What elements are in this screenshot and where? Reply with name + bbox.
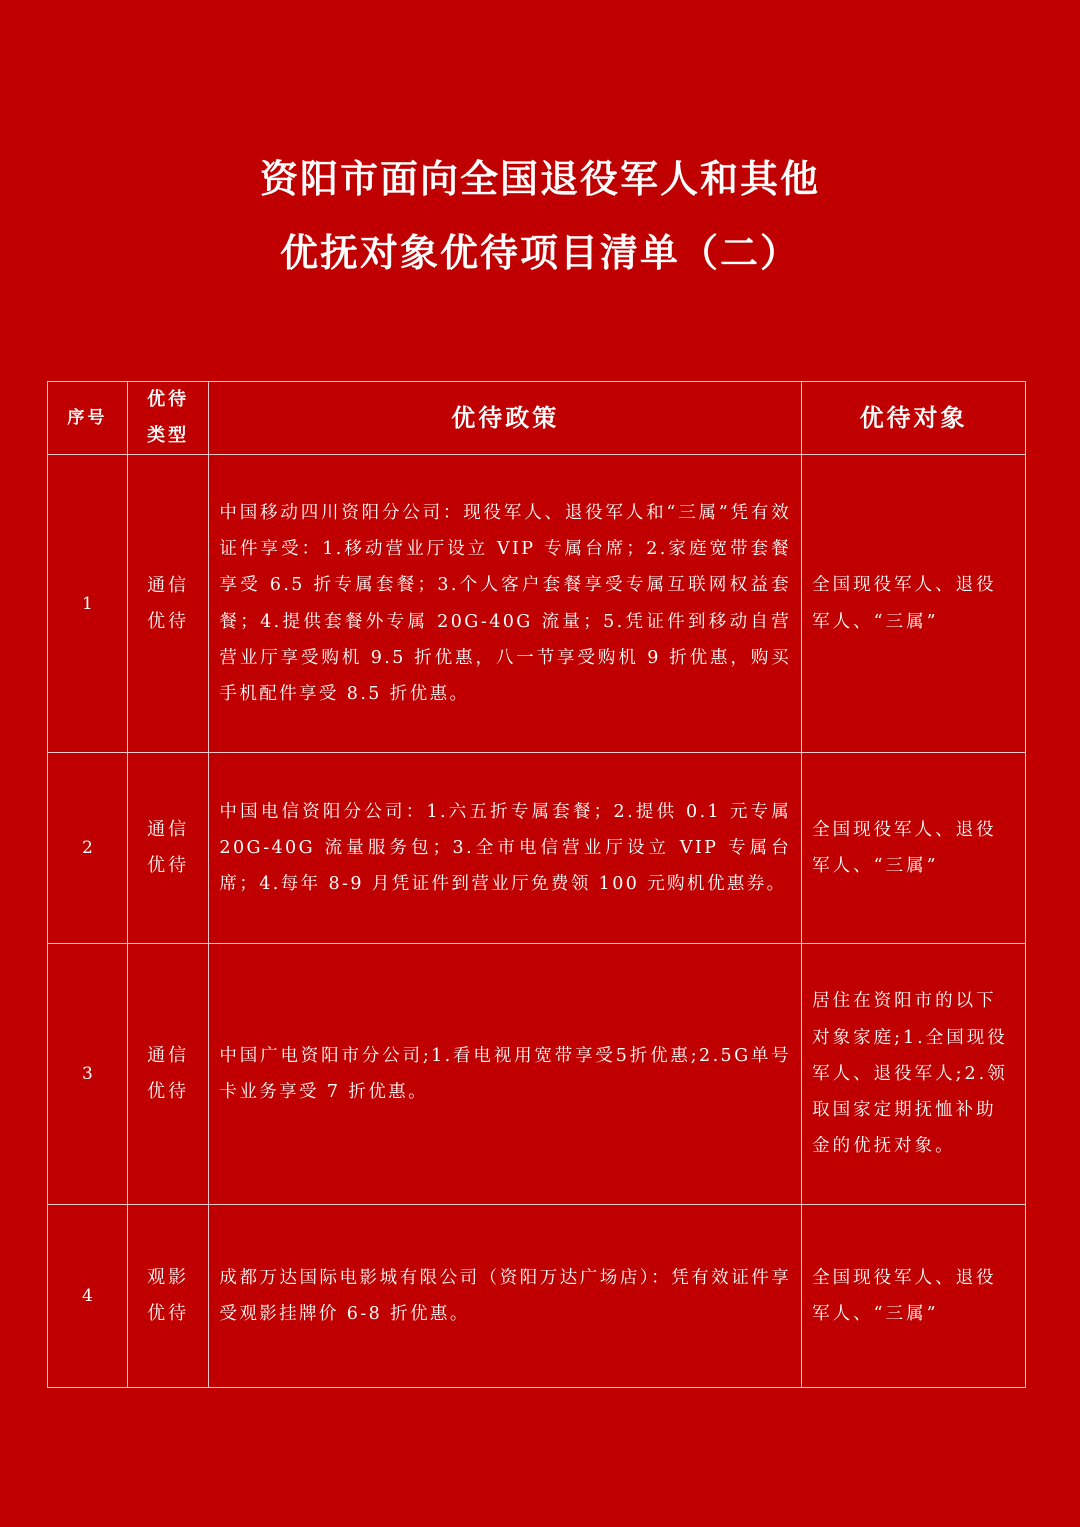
header-policy: 优待政策 xyxy=(209,382,802,455)
row-index: 4 xyxy=(48,1205,128,1388)
row-type-line-1: 通信 xyxy=(147,1045,190,1066)
table-row xyxy=(48,1205,1026,1388)
row-type xyxy=(127,1205,209,1388)
row-index: 3 xyxy=(48,944,128,1205)
row-target: 全国现役军人、退役军人、“三属” xyxy=(802,1205,1026,1388)
row-type-line-2: 优待 xyxy=(147,855,190,876)
row-policy: 成都万达国际电影城有限公司（资阳万达广场店）：凭有效证件享受观影挂牌价 6-8 折优惠。 xyxy=(209,1205,802,1388)
row-type xyxy=(127,753,209,944)
header-type-line-1: 优待 xyxy=(147,389,190,410)
row-type-line-2: 优待 xyxy=(147,1081,190,1102)
table-header-row xyxy=(48,382,1026,455)
table-row xyxy=(48,944,1026,1205)
page-title-line-2: 优抚对象优待项目清单（二） xyxy=(279,231,800,275)
header-type-line-2: 类型 xyxy=(147,425,190,446)
header-type xyxy=(127,382,209,455)
row-target: 全国现役军人、退役军人、“三属” xyxy=(802,455,1026,753)
row-policy: 中国广电资阳市分公司;1.看电视用宽带享受5折优惠;2.5G单号卡业务享受 7 折优惠。 xyxy=(209,944,802,1205)
table-row xyxy=(48,455,1026,753)
row-type-line-2: 优待 xyxy=(147,1303,190,1324)
row-type-line-1: 观影 xyxy=(147,1267,190,1288)
row-type-line-1: 通信 xyxy=(147,574,190,596)
row-type-line-1: 通信 xyxy=(147,819,190,840)
table-row xyxy=(48,753,1026,944)
row-index: 1 xyxy=(48,455,128,753)
row-policy: 中国电信资阳分公司：1.六五折专属套餐；2.提供 0.1 元专属 20G-40G 流量服务包；3.全市电信营业厅设立 VIP 专属台席；4.每年 8-9 月凭证件到营业厅免费领 100 元购机优惠券。 xyxy=(209,753,802,944)
benefits-table xyxy=(47,381,1026,1388)
row-type xyxy=(127,944,209,1205)
header-target: 优待对象 xyxy=(802,382,1026,455)
row-policy: 中国移动四川资阳分公司：现役军人、退役军人和“三属”凭有效证件享受：1.移动营业厅设立 VIP 专属台席；2.家庭宽带套餐享受 6.5 折专属套餐；3.个人客户套餐享受专属互联网权益套餐；4.提供套餐外专属 20G-40G 流量；5.凭证件到移动自营营业厅享受购机 9.5 折优惠，八一节享受购机 9 折优惠，购买手机配件享受 8.5 折优惠。 xyxy=(209,455,802,753)
row-target: 居住在资阳市的以下对象家庭;1.全国现役军人、退役军人;2.领取国家定期抚恤补助金的优抚对象。 xyxy=(802,944,1026,1205)
page-title-line-1: 资阳市面向全国退役军人和其他 xyxy=(259,157,820,201)
header-index: 序号 xyxy=(48,382,128,455)
row-type xyxy=(127,455,209,753)
row-target: 全国现役军人、退役军人、“三属” xyxy=(802,753,1026,944)
row-index: 2 xyxy=(48,753,128,944)
row-type-line-2: 优待 xyxy=(147,610,190,632)
